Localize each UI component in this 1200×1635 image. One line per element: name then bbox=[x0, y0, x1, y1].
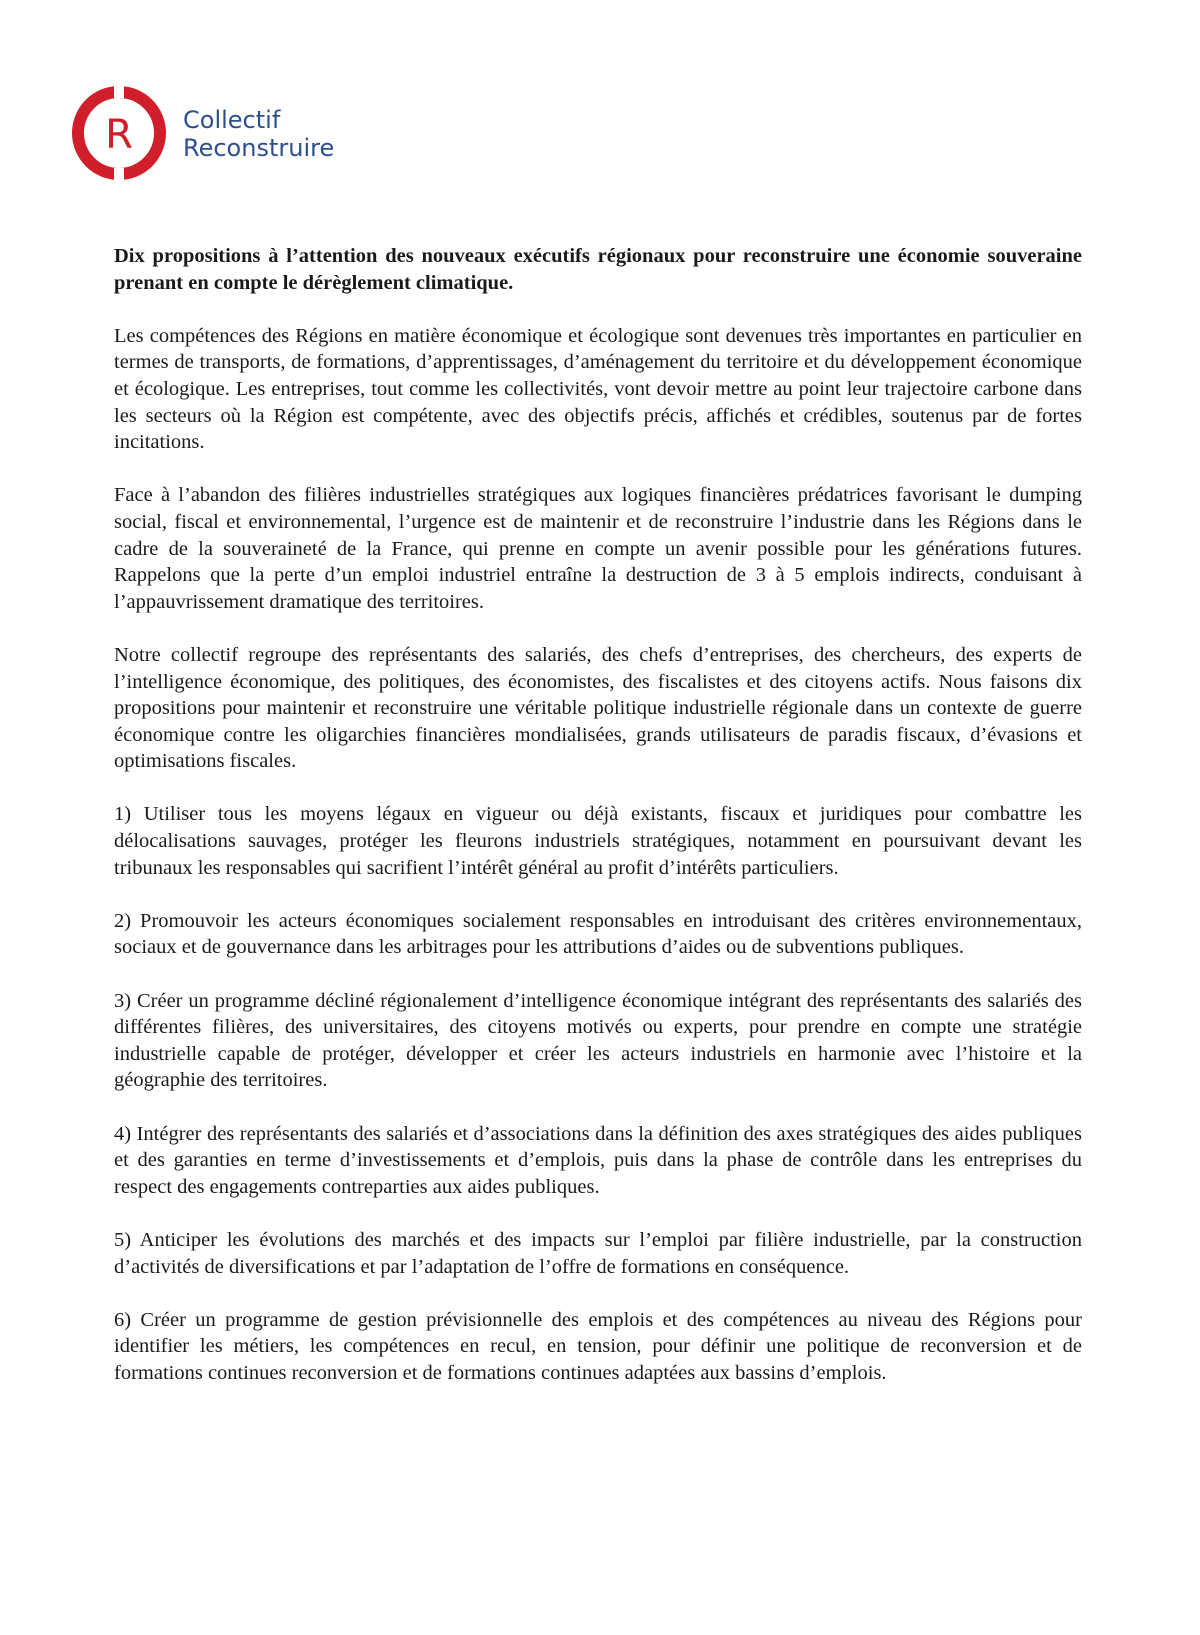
logo-letter: R bbox=[105, 112, 133, 158]
paragraph-intro-industrie: Face à l’abandon des filières industrielles stratégiques aux logiques financières prédatrices favorisant le dumping social, fiscal et environnemental, l’urgence est de maintenir et de reconstruire l’industrie dans les Régions dans le cadre de la souveraineté de la France, qui prenne en compte un avenir possible pour les générations futures. Rappelons que la perte d’un emploi industriel entraîne la destruction de 3 à 5 emplois indirects, conduisant à l’appauvrissement dramatique des territoires. bbox=[114, 484, 1082, 613]
paragraph-intro-competences: Les compétences des Régions en matière économique et écologique sont devenues très importantes en particulier en termes de transports, de formations, d’apprentissages, d’aménagement du territoire et du développement économique et écologique. Les entreprises, tout comme les collectivités, vont devoir mettre au point leur trajectoire carbone dans les secteurs où la Région est compétente, avec des objectifs précis, affichés et crédibles, soutenus par de fortes incitations. bbox=[114, 324, 1082, 454]
proposition-5: 5) Anticiper les évolutions des marchés et des impacts sur l’emploi par filière industrielle, par la construction d’activités de diversifications et par l’adaptation de l’offre de formations en conséquence. bbox=[114, 1228, 1082, 1278]
logo-r-ring-icon bbox=[70, 84, 168, 182]
logo-line-1: Collectif bbox=[183, 106, 281, 134]
proposition-1: 1) Utiliser tous les moyens légaux en vigueur ou déjà existants, fiscaux et juridiques pour combattre les délocalisations sauvages, protéger les fleurons industriels stratégiques, notamment en poursuivant devant les tribunaux les responsables qui sacrifient l’intérêt général au profit d’intérêts particuliers. bbox=[114, 803, 1082, 879]
document-title: Dix propositions à l’attention des nouveaux exécutifs régionaux pour reconstruire une économie souveraine prenant en compte le dérèglement climatique. bbox=[114, 245, 1082, 294]
proposition-2: 2) Promouvoir les acteurs économiques socialement responsables en introduisant des critères environnementaux, sociaux et de gouvernance dans les arbitrages pour les attributions d’aides ou de subventions publiques. bbox=[114, 909, 1082, 959]
document-body bbox=[114, 243, 1082, 1413]
proposition-3: 3) Créer un programme décliné régionalement d’intelligence économique intégrant des représentants des salariés des différentes filières, des universitaires, des citoyens motivés ou experts, pour prendre en compte une stratégie industrielle capable de protéger, développer et créer les acteurs industriels en harmonie avec l’histoire et la géographie des territoires. bbox=[114, 989, 1082, 1092]
collectif-reconstruire-logo bbox=[70, 84, 370, 184]
logo-wordmark bbox=[183, 106, 334, 162]
proposition-6: 6) Créer un programme de gestion prévisionnelle des emplois et des compétences au niveau des Régions pour identifier les métiers, les compétences en recul, en tension, pour définir une politique de reconversion et de formations continues reconversion et de formations continues adaptées aux bassins d’emplois. bbox=[114, 1308, 1082, 1384]
paragraph-intro-collectif: Notre collectif regroupe des représentants des salariés, des chefs d’entreprises, des chercheurs, des experts de l’intelligence économique, des politiques, des économistes, des fiscalistes et des citoyens actifs. Nous faisons dix propositions pour maintenir et reconstruire une véritable politique industrielle régionale dans un contexte de guerre économique contre les oligarchies financières mondialisées, grands utilisateurs de paradis fiscaux, d’évasions et optimisations fiscales. bbox=[114, 643, 1082, 773]
proposition-4: 4) Intégrer des représentants des salariés et d’associations dans la définition des axes stratégiques des aides publiques et des garanties en terme d’investissements et d’emplois, puis dans la phase de contrôle dans les entreprises du respect des engagements contreparties aux aides publiques. bbox=[114, 1122, 1082, 1198]
logo-line-2: Reconstruire bbox=[183, 134, 335, 162]
